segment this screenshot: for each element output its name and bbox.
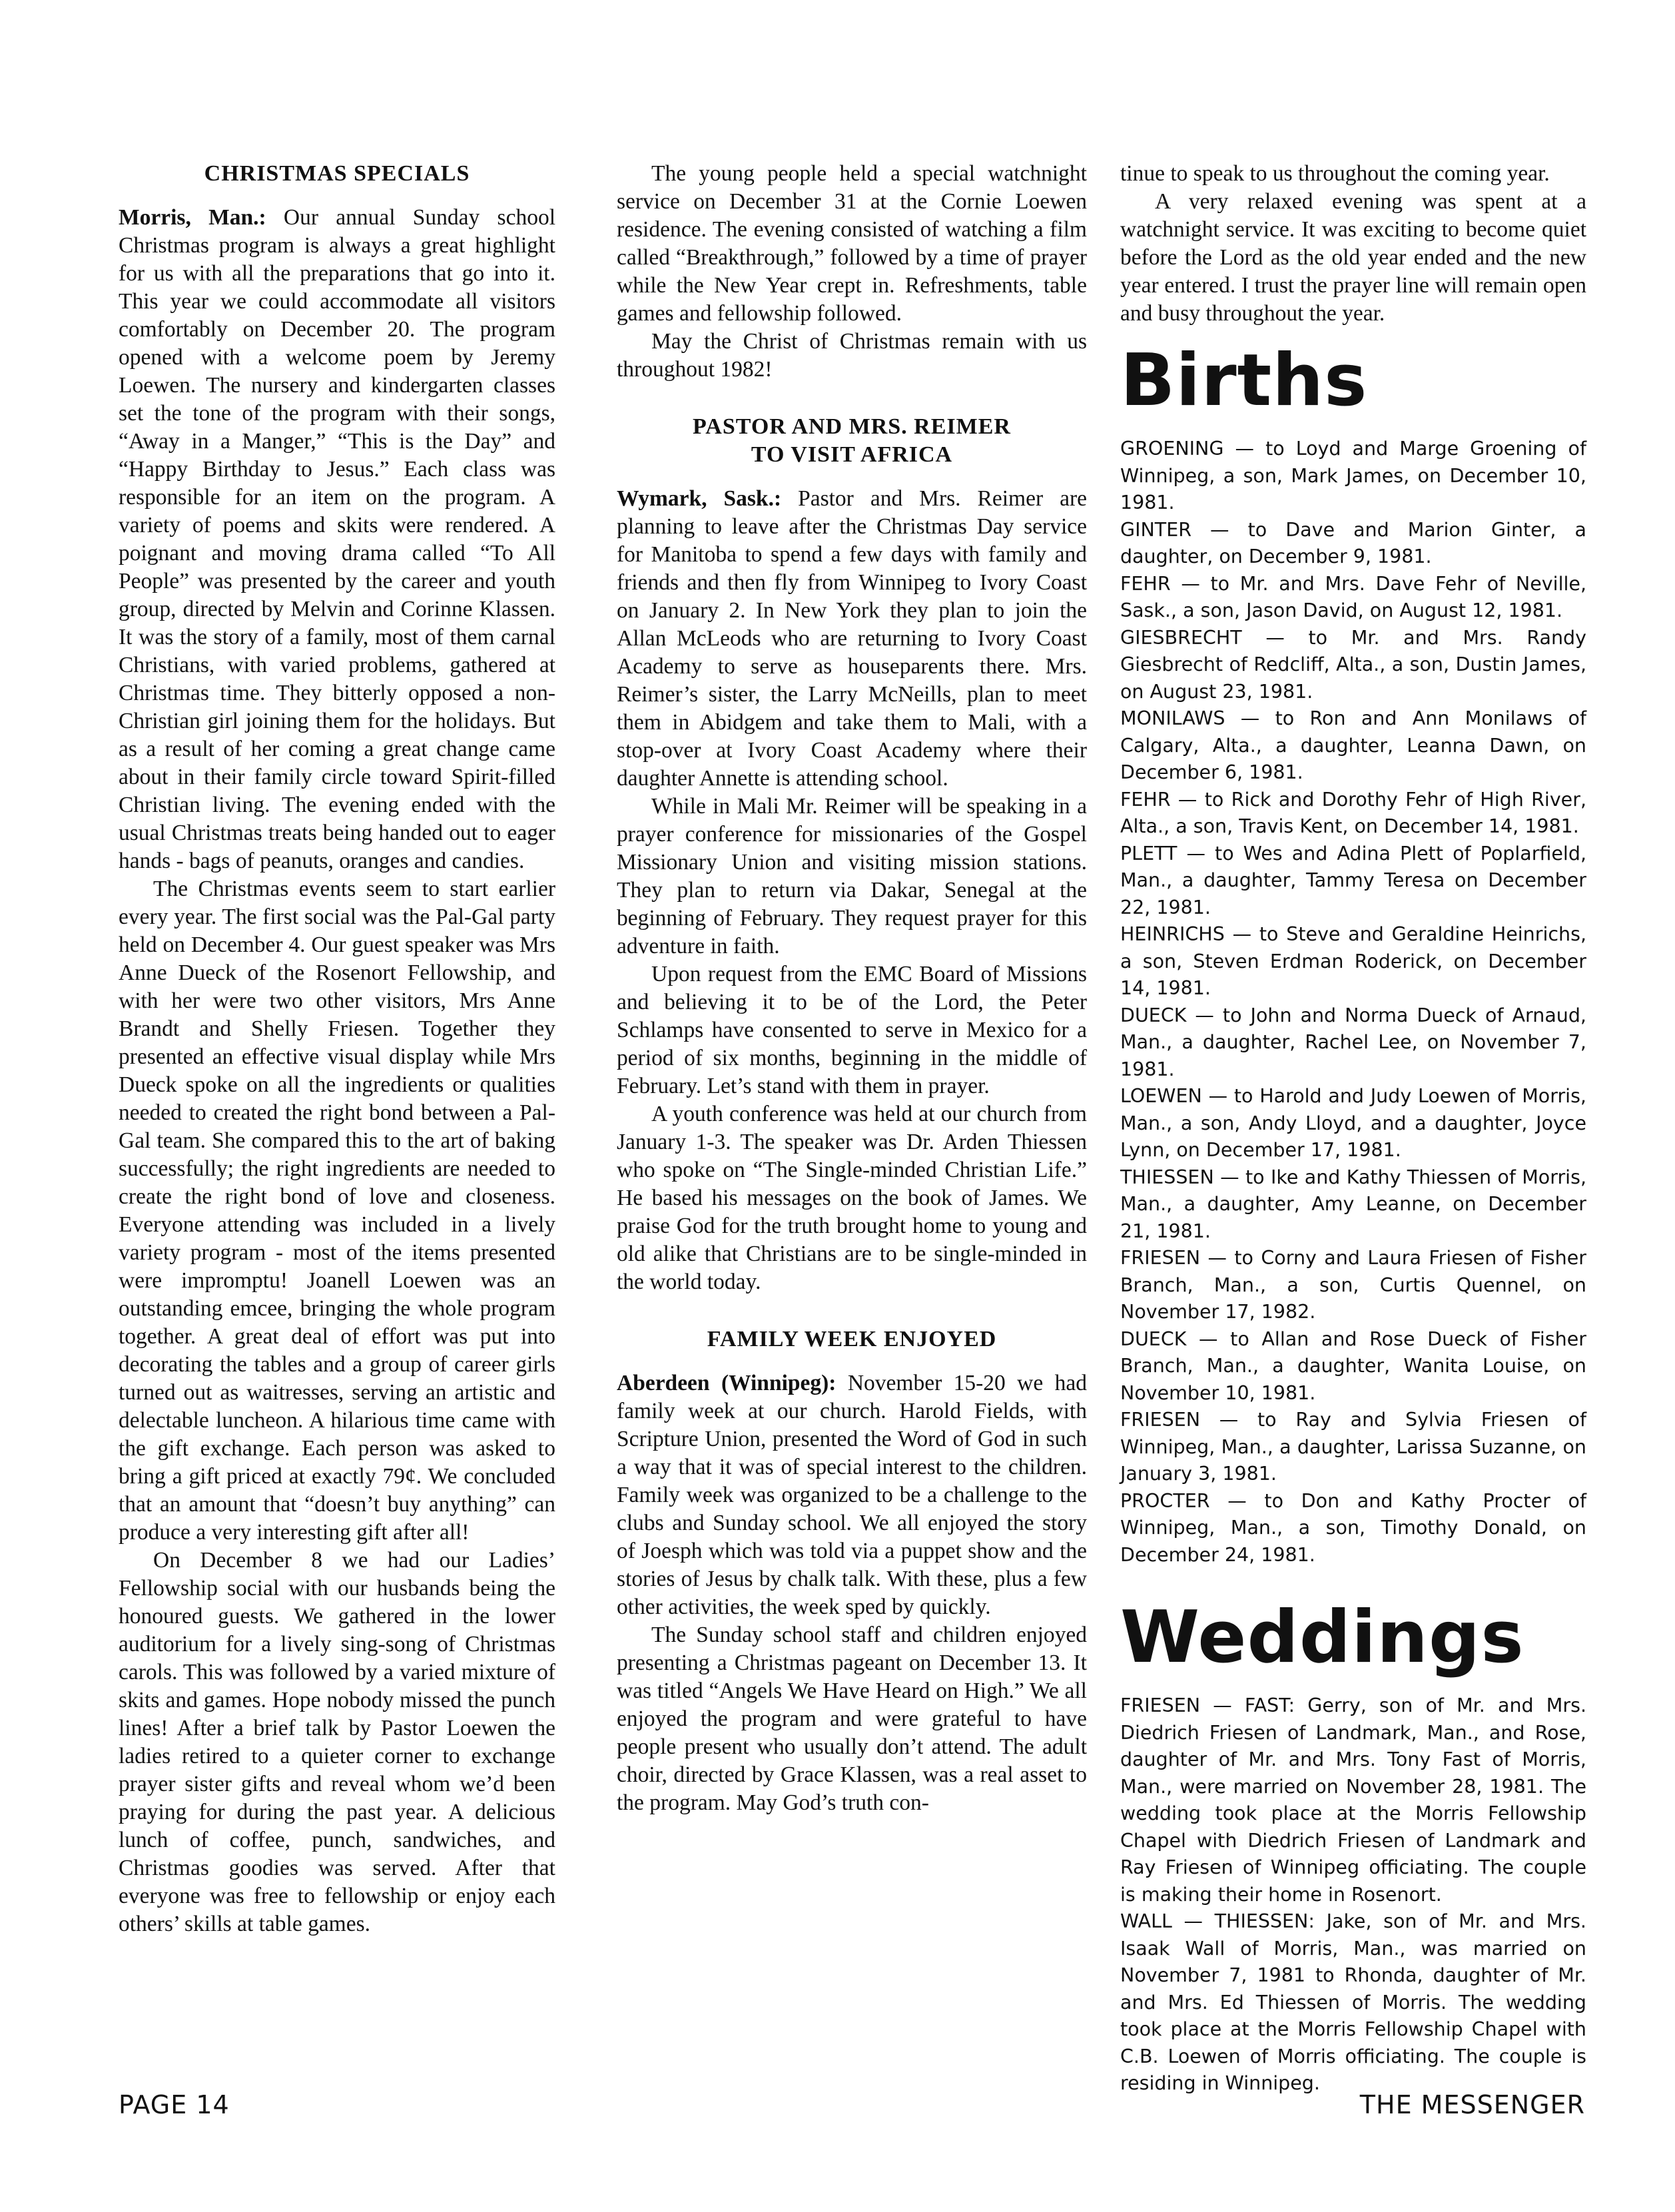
heading-family-week: FAMILY WEEK ENJOYED bbox=[707, 1327, 997, 1351]
weddings-heading: Weddings bbox=[1120, 1596, 1524, 1679]
birth-announcement: GROENING — to Loyd and Marge Groening of Winnipeg, a son, Mark James, on December 10, 1981. bbox=[1120, 438, 1586, 514]
article-paragraph: A very relaxed evening was spent at a watchnight service. It was exciting to become quiet before the Lord as the old year ended and the new year entered. I trust the prayer line will remain open and busy throughout the year. bbox=[1120, 189, 1586, 326]
birth-announcement: PROCTER — to Don and Kathy Procter of Winnipeg, Man., a son, Timothy Donald, on December 24, 1981. bbox=[1120, 1489, 1586, 1566]
publication-name: THE MESSENGER bbox=[1359, 2090, 1585, 2119]
birth-announcement: GIESBRECHT — to Mr. and Mrs. Randy Giesbrecht of Redcliff, Alta., a son, Dustin James, on August 23, 1981. bbox=[1120, 626, 1586, 703]
birth-announcement: FEHR — to Mr. and Mrs. Dave Fehr of Neville, Sask., a son, Jason David, on August 12, 1981. bbox=[1120, 572, 1586, 621]
heading-christmas-specials: CHRISTMAS SPECIALS bbox=[204, 161, 470, 186]
weddings-list bbox=[1120, 1692, 1586, 2097]
article-paragraph: The Christmas events seem to start earlier every year. The first social was the Pal-Gal party held on December 4. Our guest speaker was Mrs Anne Dueck of the Rosenort Fellowship, and with her were two other visitors, Mrs Anne Brandt and Shelly Friesen. Together they presented an effective visual display while Mrs Dueck spoke on all the ingredients or qualities needed to created the right bond between a Pal-Gal team. She compared this to the art of baking successfully; the right ingredients are needed to create the right bond of love and closeness. Everyone attending was included in a lively variety program - most of the items presented were impromptu! Joanell Loewen was an outstanding emcee, bringing the whole program together. A great deal of effort was put into decorating the tables and a group of career girls turned out as waitresses, serving an artistic and delectable luncheon. A hilarious time came with the gift exchange. Each person was asked to bring a gift priced at exactly 79¢. We concluded that an amount that “doesn’t buy anything” can produce a very interesting gift after all! bbox=[119, 877, 555, 1545]
birth-announcement: GINTER — to Dave and Marion Ginter, a daughter, on December 9, 1981. bbox=[1120, 518, 1586, 567]
article-paragraph bbox=[617, 1369, 1087, 1621]
article-paragraph: A youth conference was held at our church from January 1-3. The speaker was Dr. Arden Thiessen who spoke on “The Single-minded Christian Life.” He based his messages on the book of James. We praise God for the truth brought home to young and old alike that Christians are to be single-minded in the world today. bbox=[617, 1102, 1087, 1294]
article-paragraph bbox=[119, 204, 555, 875]
dateline: Morris, Man.: bbox=[119, 205, 266, 230]
paragraph-text: November 15-20 we had family week at our church. Harold Fields, with Scripture Union, presented the Word of God in such a way that it was of special interest to the children. Family week was organized to be a challenge to the clubs and Sunday school. We all enjoyed the story of Joesph which was told via a puppet show and the stories of Jesus by chalk talk. With these, plus a few other activities, the week sped by quickly. bbox=[617, 1371, 1087, 1619]
births-heading: Births bbox=[1120, 339, 1368, 422]
heading-pastor-reimer: PASTOR AND MRS. REIMER TO VISIT AFRICA bbox=[693, 414, 1011, 467]
dateline: Aberdeen (Winnipeg): bbox=[617, 1371, 837, 1395]
article-paragraph: May the Christ of Christmas remain with us throughout 1982! bbox=[617, 329, 1087, 382]
birth-announcement: DUECK — to Allan and Rose Dueck of Fisher Branch, Man., a daughter, Wanita Louise, on November 10, 1981. bbox=[1120, 1327, 1586, 1404]
article-paragraph: tinue to speak to us throughout the coming year. bbox=[1120, 161, 1550, 186]
dateline: Wymark, Sask.: bbox=[617, 486, 782, 511]
article-paragraph: Upon request from the EMC Board of Missions and believing it to be of the Lord, the Peter Schlamps have consented to serve in Mexico for a period of six months, beginning in the middle of February. Let’s stand with them in prayer. bbox=[617, 962, 1087, 1098]
birth-announcement: FRIESEN — to Ray and Sylvia Friesen of Winnipeg, Man., a daughter, Larissa Suzanne, on January 3, 1981. bbox=[1120, 1409, 1586, 1485]
column-right bbox=[1120, 160, 1586, 2097]
wedding-announcement: WALL — THIESSEN: Jake, son of Mr. and Mrs. Isaak Wall of Morris, Man., was married on November 7, 1981 to Rhonda, daughter of Mr. and Mrs. Ed Thiessen of Morris. The wedding took place at the Morris Fellowship Chapel with C.B. Loewen of Morris officiating. The couple is residing in Winnipeg. bbox=[1120, 1910, 1586, 2094]
birth-announcement: MONILAWS — to Ron and Ann Monilaws of Calgary, Alta., a daughter, Leanna Dawn, on December 6, 1981. bbox=[1120, 707, 1586, 783]
article-paragraph bbox=[617, 485, 1087, 793]
column-left bbox=[119, 160, 555, 1938]
article-paragraph: The young people held a special watchnight service on December 31 at the Cornie Loewen residence. The evening consisted of watching a film called “Breakthrough,” followed by a time of prayer while the New Year crept in. Refreshments, table games and fellowship followed. bbox=[617, 161, 1087, 326]
birth-announcement: THIESSEN — to Ike and Kathy Thiessen of Morris, Man., a daughter, Amy Leanne, on December 21, 1981. bbox=[1120, 1166, 1586, 1242]
birth-announcement: DUECK — to John and Norma Dueck of Arnaud, Man., a daughter, Rachel Lee, on November 7, 1981. bbox=[1120, 1004, 1586, 1080]
births-list bbox=[1120, 436, 1586, 1569]
column-middle bbox=[617, 160, 1087, 1817]
birth-announcement: LOEWEN — to Harold and Judy Loewen of Morris, Man., a son, Andy Lloyd, and a daughter, Joyce Lynn, on December 17, 1981. bbox=[1120, 1085, 1586, 1161]
wedding-announcement: FRIESEN — FAST: Gerry, son of Mr. and Mrs. Diedrich Friesen of Landmark, Man., and Rose, daughter of Mr. and Mrs. Tony Fast of Morris, Man., were married on November 28, 1981. The wedding took place at the Morris Fellowship Chapel with Diedrich Friesen of Landmark and Ray Friesen of Winnipeg officiating. The couple is making their home in Rosenort. bbox=[1120, 1694, 1586, 1906]
birth-announcement: FRIESEN — to Corny and Laura Friesen of Fisher Branch, Man., a son, Curtis Quennel, on November 17, 1982. bbox=[1120, 1247, 1586, 1323]
paragraph-text: Pastor and Mrs. Reimer are planning to leave after the Christmas Day service for Manitoba to spend a few days with family and friends and then fly from Winnipeg to Ivory Coast on January 2. In New York they plan to join the Allan McLeods who are returning to Ivory Coast Academy to serve as houseparents there. Mrs. Reimer’s sister, the Larry McNeills, plan to meet them in Abidgem and take them to Mali, with a stop-over at Ivory Coast Academy where their daughter Annette is attending school. bbox=[617, 486, 1087, 791]
page-number: PAGE 14 bbox=[119, 2090, 230, 2119]
birth-announcement: HEINRICHS — to Steve and Geraldine Heinrichs, a son, Steven Erdman Roderick, on December 14, 1981. bbox=[1120, 923, 1586, 999]
paragraph-text: Our annual Sunday school Christmas program is always a great highlight for us with all the preparations that go into it. This year we could accommodate all visitors comfortably on December 20. The program opened with a welcome poem by Jeremy Loewen. The nursery and kindergarten classes set the tone of the program with their songs, “Away in a Manger,” “This is the Day” and “Happy Birthday to Jesus.” Each class was responsible for an item on the program. A variety of poems and skits were rendered. A poignant and moving drama called “To All People” was presented by the career and youth group, directed by Melvin and Corinne Klassen. It was the story of a family, most of them carnal Christians, with varied problems, gathered at Christmas time. They bitterly opposed a non-Christian girl joining them for the holidays. But as a result of her coming a great change came about in their family circle toward Spirit-filled Christian living. The evening ended with the usual Christmas treats being handed out to eager hands - bags of peanuts, oranges and candies. bbox=[119, 205, 556, 873]
article-paragraph: The Sunday school staff and children enjoyed presenting a Christmas pageant on December 13. It was titled “Angels We Have Heard on High.” We all enjoyed the program and were grateful to have people present who usually don’t attend. The adult choir, directed by Grace Klassen, was a real asset to the program. May God’s truth con- bbox=[617, 1623, 1087, 1815]
article-paragraph: On December 8 we had our Ladies’ Fellowship social with our husbands being the honoured guests. We gathered in the lower auditorium for a lively sing-song of Christmas carols. This was followed by a varied mixture of skits and games. Hope nobody missed the punch lines! After a brief talk by Pastor Loewen the ladies retired to a quieter corner to exchange prayer sister gifts and reveal whom we’d been praying for during the past year. A delicious lunch of coffee, punch, sandwiches, and Christmas goodies was served. After that everyone was free to fellowship or enjoy each others’ skills at table games. bbox=[119, 1548, 555, 1936]
article-paragraph: While in Mali Mr. Reimer will be speaking in a prayer conference for missionaries of the Gospel Missionary Union and visiting mission stations. They plan to return via Dakar, Senegal at the beginning of February. They request prayer for this adventure in faith. bbox=[617, 794, 1087, 958]
birth-announcement: PLETT — to Wes and Adina Plett of Poplarfield, Man., a daughter, Tammy Teresa on December 22, 1981. bbox=[1120, 842, 1586, 919]
birth-announcement: FEHR — to Rick and Dorothy Fehr of High River, Alta., a son, Travis Kent, on December 14, 1981. bbox=[1120, 788, 1586, 837]
